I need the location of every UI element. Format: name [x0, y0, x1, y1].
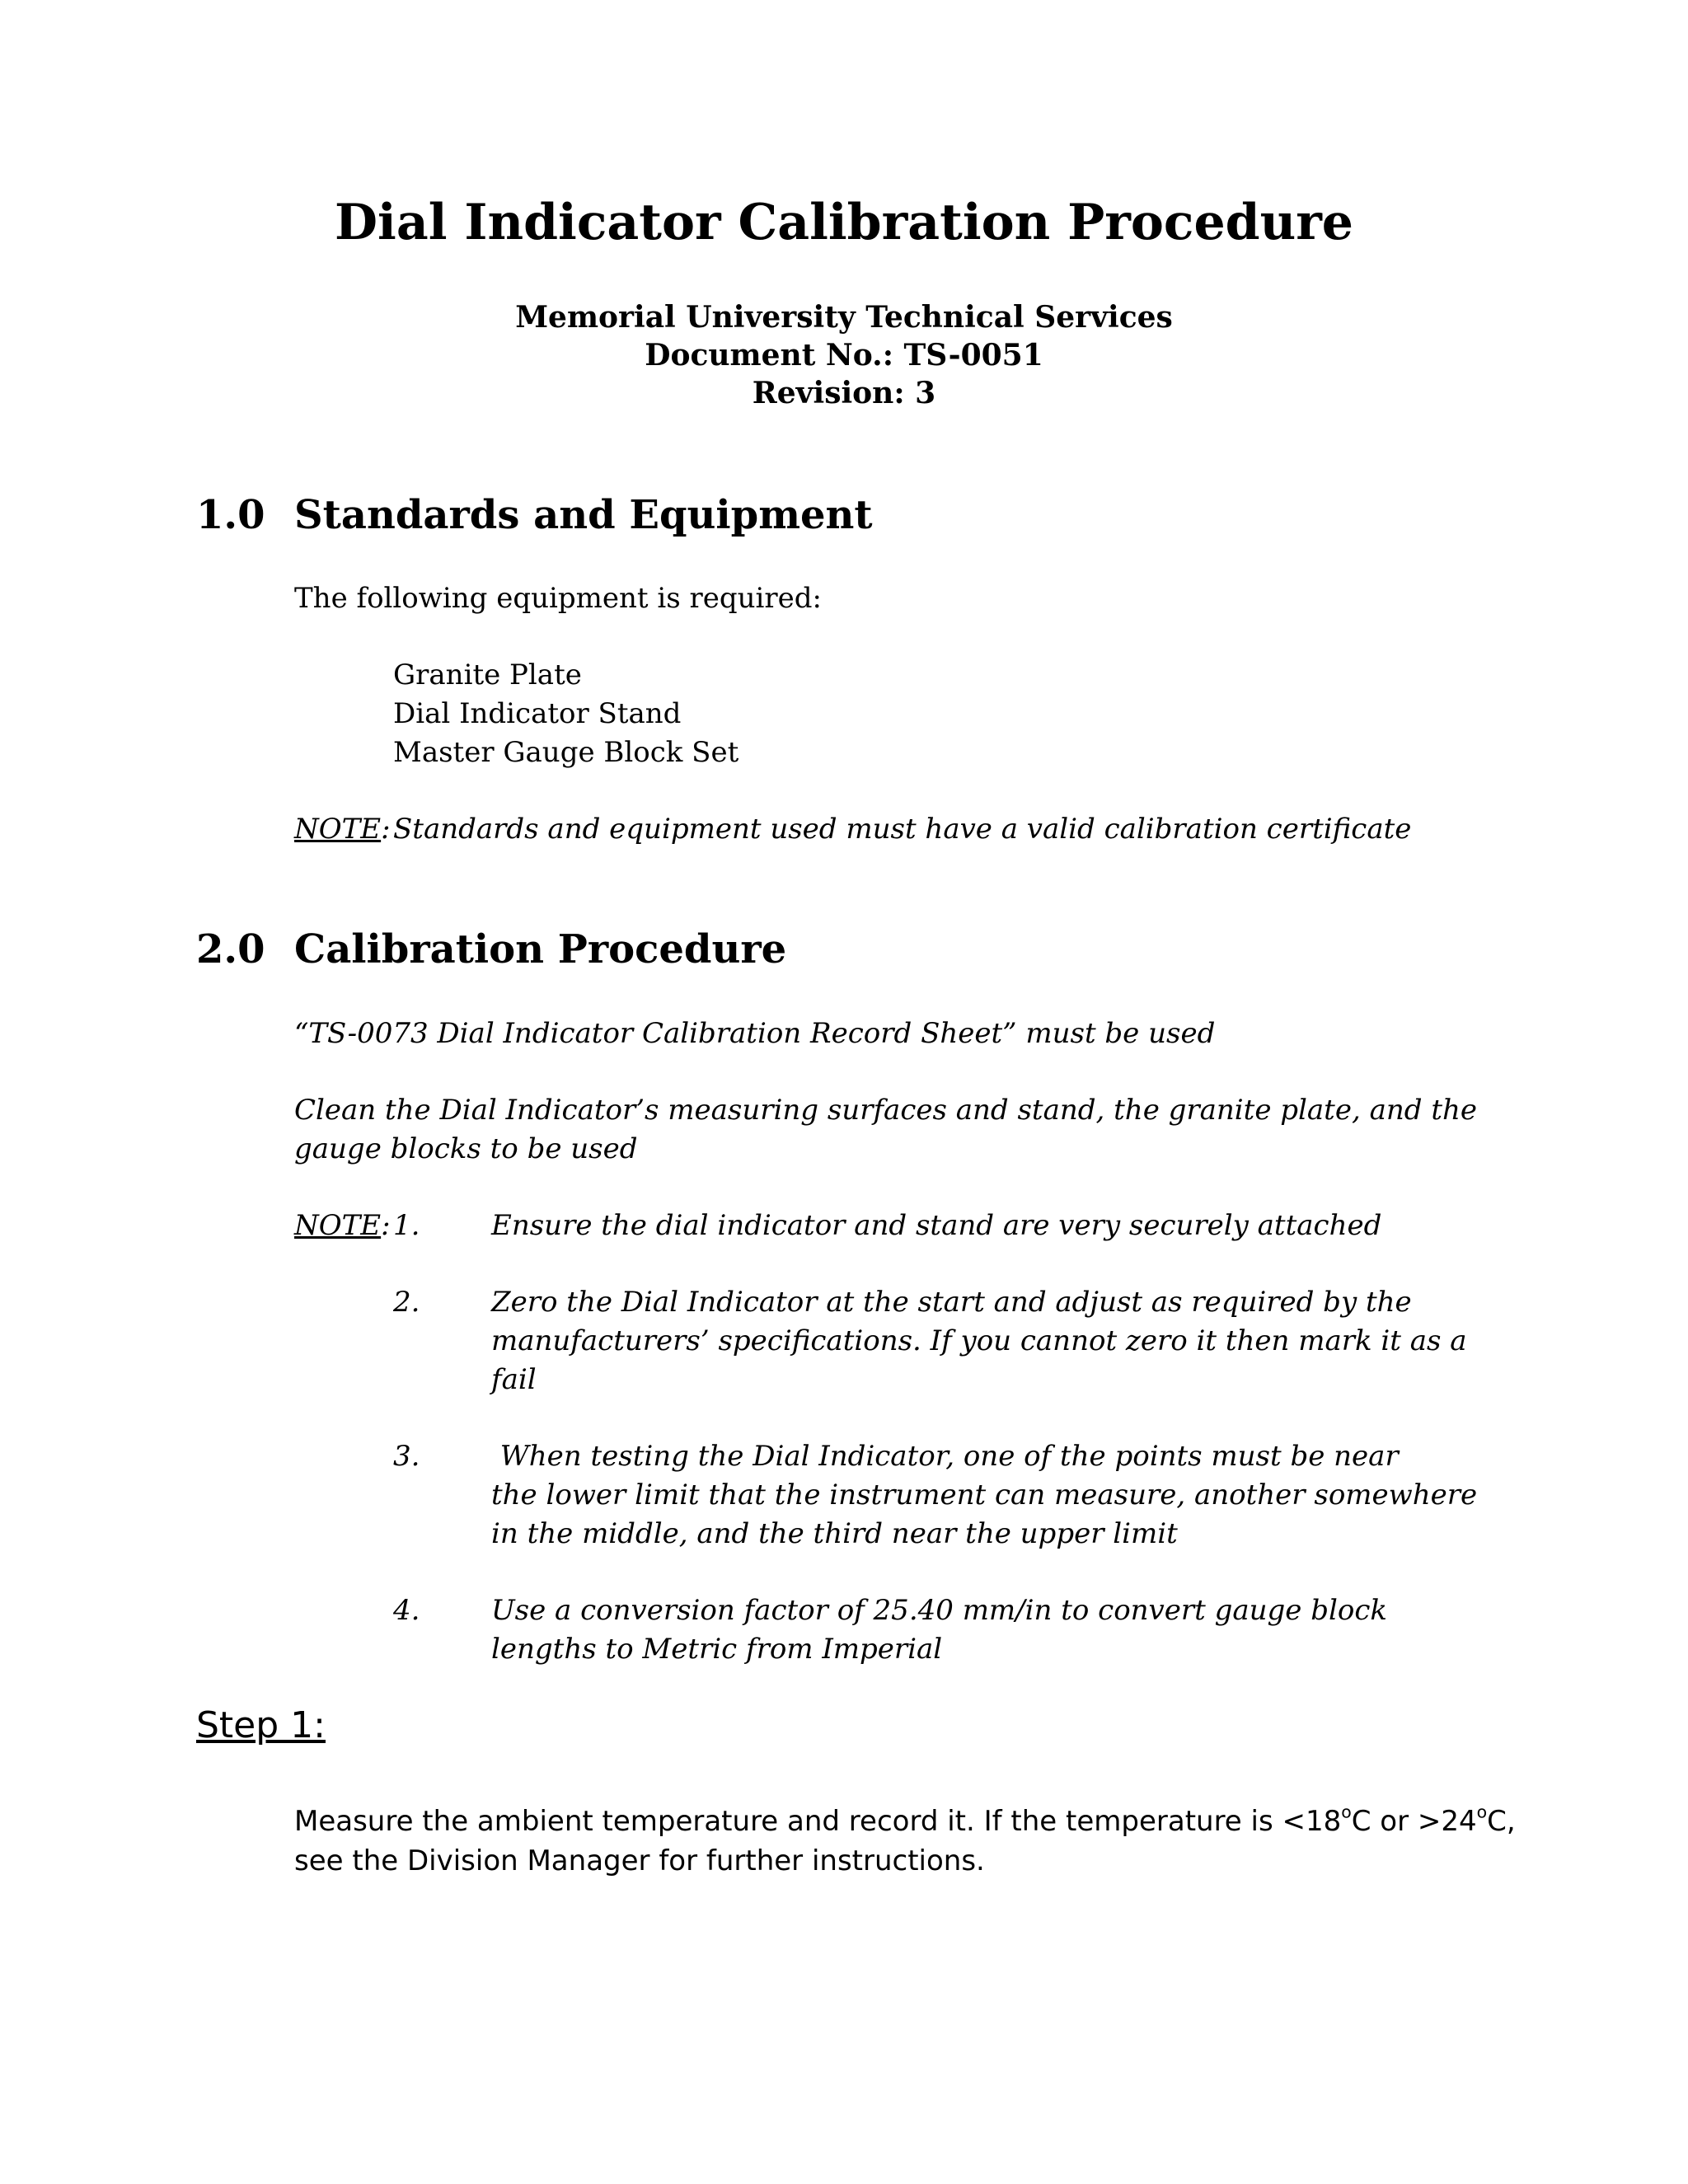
section1-number: 1.0 [196, 492, 265, 538]
step1-instruction-line2: see the Division Manager for further instructions. [294, 1844, 985, 1877]
note-3-line3: in the middle, and the third near the upper limit [491, 1517, 1178, 1550]
organization-name: Memorial University Technical Services [515, 300, 1173, 335]
section2-note: NOTE: [294, 1209, 391, 1242]
note-2-line3: fail [491, 1363, 537, 1396]
document-title: Dial Indicator Calibration Procedure [335, 194, 1353, 251]
equipment-item-granite-plate: Granite Plate [393, 658, 582, 691]
revision-number: Revision: 3 [752, 376, 936, 410]
note-3-line1: When testing the Dial Indicator, one of the points must be near [491, 1440, 1399, 1473]
note-label: NOTE [294, 813, 382, 846]
note-label: NOTE [294, 1209, 382, 1242]
record-sheet-instruction: “TS-0073 Dial Indicator Calibration Record Sheet” must be used [294, 1017, 1216, 1050]
note-number-2: 2. [393, 1286, 420, 1319]
note-1-line1: Ensure the dial indicator and stand are very securely attached [491, 1209, 1382, 1242]
step1-instruction-line1: Measure the ambient temperature and record it. If the temperature is $<18^oC$ or $>24^oC$, [294, 1802, 1516, 1838]
section1-note-text: Standards and equipment used must have a valid calibration certificate [393, 813, 1412, 846]
section2-number: 2.0 [196, 926, 265, 972]
note-number-4: 4. [393, 1594, 420, 1627]
section1-note: NOTE: [294, 813, 391, 846]
note-number-1: 1. [393, 1209, 420, 1242]
equipment-item-dial-indicator-stand: Dial Indicator Stand [393, 697, 682, 730]
step1-heading: Step 1: [196, 1704, 326, 1746]
document-number: Document No.: TS-0051 [645, 338, 1043, 373]
cleaning-instruction-line1: Clean the Dial Indicator’s measuring surfaces and stand, the granite plate, and the [294, 1094, 1478, 1127]
note-number-3: 3. [393, 1440, 420, 1473]
note-2-line1: Zero the Dial Indicator at the start and adjust as required by the [491, 1286, 1412, 1319]
equipment-item-master-gauge-block-set: Master Gauge Block Set [393, 736, 739, 769]
note-3-line2: the lower limit that the instrument can measure, another somewhere [491, 1479, 1478, 1511]
equipment-intro: The following equipment is required: [294, 582, 823, 615]
cleaning-instruction-line2: gauge blocks to be used [294, 1132, 638, 1165]
section2-heading: Calibration Procedure [294, 926, 787, 972]
note-4-line2: lengths to Metric from Imperial [491, 1633, 943, 1666]
section1-heading: Standards and Equipment [294, 492, 873, 538]
note-4-line1: Use a conversion factor of 25.40 mm/in to convert gauge block [491, 1594, 1387, 1627]
note-2-line2: manufacturers’ specifications. If you cannot zero it then mark it as a [491, 1324, 1467, 1357]
